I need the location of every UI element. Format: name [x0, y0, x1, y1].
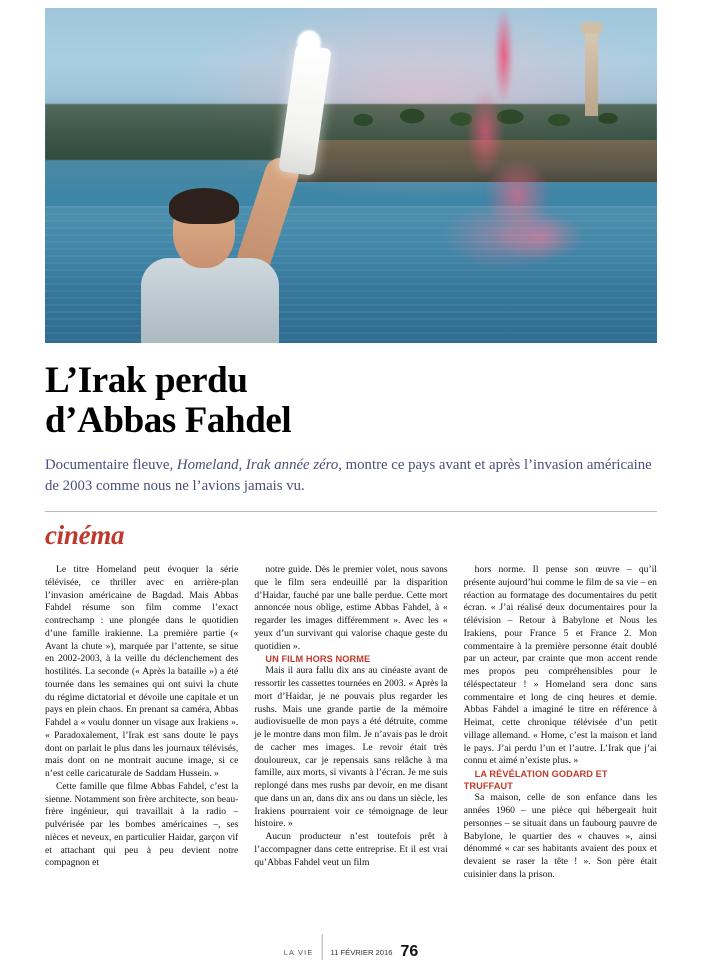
magazine-page: [0, 8, 702, 968]
page-footer: [0, 920, 702, 960]
headline-block: [45, 361, 657, 497]
standfirst-film-title: Homeland, Irak année zéro: [176, 456, 339, 473]
page-title: [45, 361, 657, 441]
paragraph: Le titre Homeland peut évoquer la série télévisée, ce thriller avec en arrière-plan l’invasion américaine de Bagdad. Mais Abbas Fahdel résume son film comme l’exact contrechamp : une plongée dans le quotidien d’une famille irakienne. La première partie (« Avant la chute »), marquée par l’attente, se situe en 2002-2003, à la veille du déclenchement des hostilités. La seconde (« Après la bataille ») a été tournée dans les semaines qui ont suivi la chute du régime dictatorial et dévoile une capitale et un pays en plein chaos. En prenant sa caméra, Abbas Fahdel a « voulu donner un visage aux Irakiens ». « Paradoxalement, l’Irak est sans doute le pays dont on parlait le plus dans les journaux télévisés, mais dont on ne montrait aucune image, si ce n’est celle caricaturale de Saddam Hussein. »: [45, 564, 239, 779]
title-line-2: d’Abbas Fahdel: [45, 399, 292, 441]
paragraph: Sa maison, celle de son enfance dans les années 1960 – une pièce qui hébergeait huit personnes – se situait dans un faubourg pauvre de Babylone, le quartier des « chauves », ainsi dénommé « car ses habitants avaient des poux et devaient se raser la tête ! ». Son père était cuisinier dans la prison.: [463, 792, 657, 880]
subheading: LA RÉVÉLATION GODARD ET TRUFFAUT: [463, 769, 608, 792]
boy-body: [141, 258, 279, 343]
flare-tip: [297, 30, 321, 56]
page-number: 76: [400, 943, 419, 960]
column-2: [254, 564, 447, 914]
water-surface: [45, 206, 657, 343]
footer-date: 11 FÉVRIER 2016: [330, 948, 393, 957]
divider: [45, 511, 657, 512]
boy-hair: [169, 188, 239, 224]
column-3: [464, 564, 657, 914]
paragraph: Cette famille que filme Abbas Fahdel, c’est la sienne. Notamment son frère architecte, son beau-frère ingénieur, qui travaillait à la radio – pulvérisée par les bombes américaines –, ses nièces et neveux, en particulier Haidar, garçon vif et attachant qui peu à peu devient notre compagnon et: [45, 780, 239, 869]
column-1: [45, 564, 238, 914]
section-label: cinéma: [45, 519, 125, 550]
article-body: [45, 564, 657, 914]
standfirst: [45, 455, 657, 497]
footer-brand: LA VIE: [283, 948, 314, 957]
standfirst-part-2: , montre ce pays avant et après l’invasion américaine de 2003 comme nous ne l’avions jamais vu.: [45, 456, 652, 494]
standfirst-part-1: Documentaire fleuve,: [45, 456, 177, 473]
subheading: UN FILM HORS NORME: [265, 654, 371, 665]
paragraph: Mais il aura fallu dix ans au cinéaste avant de ressortir les cassettes tournées en 2003. « Après la mort d’Haidar, je ne pouvais plus regarder les rushs. Mais une grande partie de la mémoire audiovisuelle de mon pays a été détruite, comme je le montre dans mon film. Je n’avais pas le droit de cacher mes images. Le revoir était très douloureux, car je repensais sans relâche à ma famille, aux morts, si vivants à l’écran. Je me suis replongé dans mes rushs par devoir, en me disant que dans un an, dans dix ans ou dans un siècle, les Irakiens pourraient voir ce témoignage de leur histoire. »: [254, 665, 448, 830]
title-line-1: L’Irak perdu: [45, 360, 248, 401]
paragraph: Aucun producteur n’est toutefois prêt à l’accompagner dans cette entreprise. Et il est vrai qu’Abbas Fahdel veut un film: [254, 831, 448, 868]
paragraph: notre guide. Dès le premier volet, nous savons que le film sera endeuillé par la disparition d’Haidar, fauché par une balle perdue. Cette mort annoncée nous oblige, estime Abbas Fahdel, à « regarder les images différemment ». Avec les « yeux d’un survivant qui valorise chaque geste du quotidien ».: [254, 564, 448, 652]
article-photo: [45, 8, 657, 343]
photo-background: [45, 8, 657, 343]
paragraph: hors norme. Il pense son œuvre – qu’il présente aujourd’hui comme le film de sa vie – en réaction au formatage des documentaires du petit écran. « J’ai réalisé deux documentaires pour la télévision – Retour à Babylone et Nous les Irakiens, pour France 5 et France 2. Mon commentaire à la première personne était doublé par un acteur, par crainte que mon accent rende mes propos peu compréhensibles pour le téléspectateur ! » Homeland sera donc sans commentaire et long de cinq heures et demie. Abbas Fahdel a imaginé le titre en référence à Heimat, cette chronique télévisée d’un petit village allemand. « Home, c’est la maison et land le pays. J’ai perdu l’un et l’autre. L’Irak que j’ai connu et aimé n’existe plus. »: [463, 564, 657, 767]
footer-divider: [322, 934, 323, 960]
